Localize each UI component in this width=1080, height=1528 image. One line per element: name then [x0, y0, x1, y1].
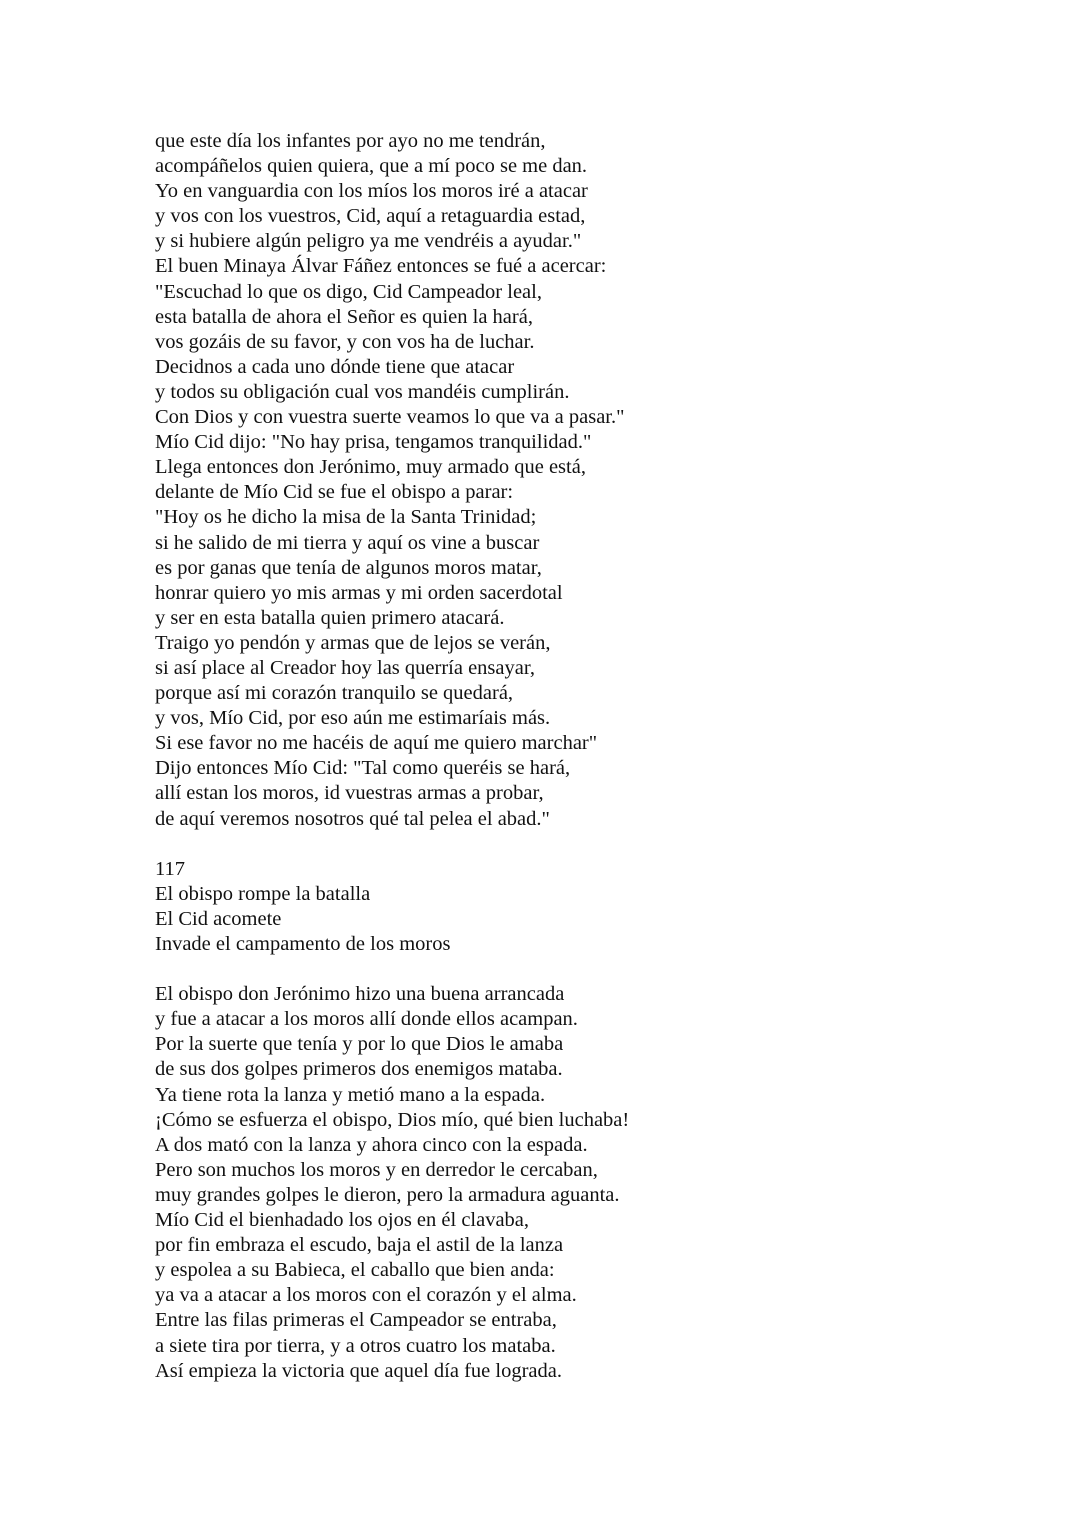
verse-line: acompáñelos quien quiera, que a mí poco se me dan.	[155, 155, 588, 178]
verse-line: "Escuchad lo que os digo, Cid Campeador leal,	[155, 280, 542, 303]
spacer	[155, 957, 1015, 982]
verse-line: y espolea a su Babieca, el caballo que bien anda:	[155, 1259, 555, 1282]
verse-line: por fin embraza el escudo, baja el astil de la lanza	[155, 1234, 564, 1257]
verse-line: y vos, Mío Cid, por eso aún me estimaríais más.	[155, 707, 551, 730]
verse-line: honrar quiero yo mis armas y mi orden sacerdotal	[155, 581, 563, 604]
section-heading: El Cid acomete	[155, 907, 282, 930]
verse-line: Así empieza la victoria que aquel día fue lograda.	[155, 1359, 562, 1382]
section-heading: Invade el campamento de los moros	[155, 933, 451, 955]
verse-line: de aquí veremos nosotros qué tal pelea el abad."	[155, 807, 550, 830]
section-header	[155, 857, 1015, 957]
verse-line: Entre las filas primeras el Campeador se entraba,	[155, 1309, 557, 1332]
verse-line: ya va a atacar a los moros con el corazón y el alma.	[155, 1284, 577, 1307]
verse-line: porque así mi corazón tranquilo se quedará,	[155, 682, 514, 705]
previous-stanza	[155, 129, 1015, 832]
verse-line: El buen Minaya Álvar Fáñez entonces se fué a acercar:	[155, 255, 607, 278]
verse-line: ¡Cómo se esfuerza el obispo, Dios mío, qué bien luchaba!	[155, 1108, 630, 1131]
verse-line: es por ganas que tenía de algunos moros matar,	[155, 556, 542, 579]
verse-line: Con Dios y con vuestra suerte veamos lo que va a pasar."	[155, 406, 625, 429]
verse-line: y fue a atacar a los moros allí donde ellos acampan.	[155, 1008, 578, 1031]
verse-line: vos gozáis de su favor, y con vos ha de luchar.	[155, 330, 535, 353]
verse-line: A dos mató con la lanza y ahora cinco con la espada.	[155, 1133, 588, 1156]
verse-line: muy grandes golpes le dieron, pero la armadura aguanta.	[155, 1183, 620, 1206]
verse-line: Yo en vanguardia con los míos los moros iré a atacar	[155, 180, 588, 203]
verse-line: delante de Mío Cid se fue el obispo a parar:	[155, 481, 514, 504]
verse-line: Mío Cid el bienhadado los ojos en él clavaba,	[155, 1209, 530, 1232]
verse-line: Pero son muchos los moros y en derredor le cercaban,	[155, 1158, 598, 1181]
verse-line: que este día los infantes por ayo no me tendrán,	[155, 130, 546, 152]
section-stanza	[155, 982, 1015, 1384]
verse-line: Mío Cid dijo: "No hay prisa, tengamos tranquilidad."	[155, 431, 592, 454]
verse-line: a siete tira por tierra, y a otros cuatro los mataba.	[155, 1334, 556, 1357]
verse-line: de sus dos golpes primeros dos enemigos mataba.	[155, 1058, 563, 1081]
verse-line: Traigo yo pendón y armas que de lejos se verán,	[155, 631, 551, 654]
section-number: 117	[155, 857, 185, 880]
verse-line: allí estan los moros, id vuestras armas a probar,	[155, 782, 544, 805]
verse-line: Ya tiene rota la lanza y metió mano a la espada.	[155, 1083, 546, 1106]
spacer	[155, 832, 1015, 857]
verse-line: "Hoy os he dicho la misa de la Santa Trinidad;	[155, 506, 537, 529]
verse-line: Dijo entonces Mío Cid: "Tal como queréis se hará,	[155, 757, 571, 780]
verse-line: Decidnos a cada uno dónde tiene que atacar	[155, 355, 515, 378]
verse-line: El obispo don Jerónimo hizo una buena arrancada	[155, 983, 565, 1006]
verse-line: y vos con los vuestros, Cid, aquí a retaguardia estad,	[155, 205, 586, 228]
verse-line: y ser en esta batalla quien primero atacará.	[155, 606, 505, 629]
verse-line: Por la suerte que tenía y por lo que Dios le amaba	[155, 1033, 564, 1056]
verse-line: Si ese favor no me hacéis de aquí me quiero marchar"	[155, 732, 598, 755]
verse-line: esta batalla de ahora el Señor es quien la hará,	[155, 305, 533, 328]
verse-line: Llega entonces don Jerónimo, muy armado que está,	[155, 456, 586, 479]
verse-line: si así place al Creador hoy las querría ensayar,	[155, 656, 535, 679]
section-heading: El obispo rompe la batalla	[155, 882, 371, 905]
verse-line: y si hubiere algún peligro ya me vendréis a ayudar."	[155, 230, 582, 253]
document-page	[155, 129, 1015, 1384]
verse-line: si he salido de mi tierra y aquí os vine a buscar	[155, 531, 540, 554]
verse-line: y todos su obligación cual vos mandéis cumplirán.	[155, 380, 570, 403]
